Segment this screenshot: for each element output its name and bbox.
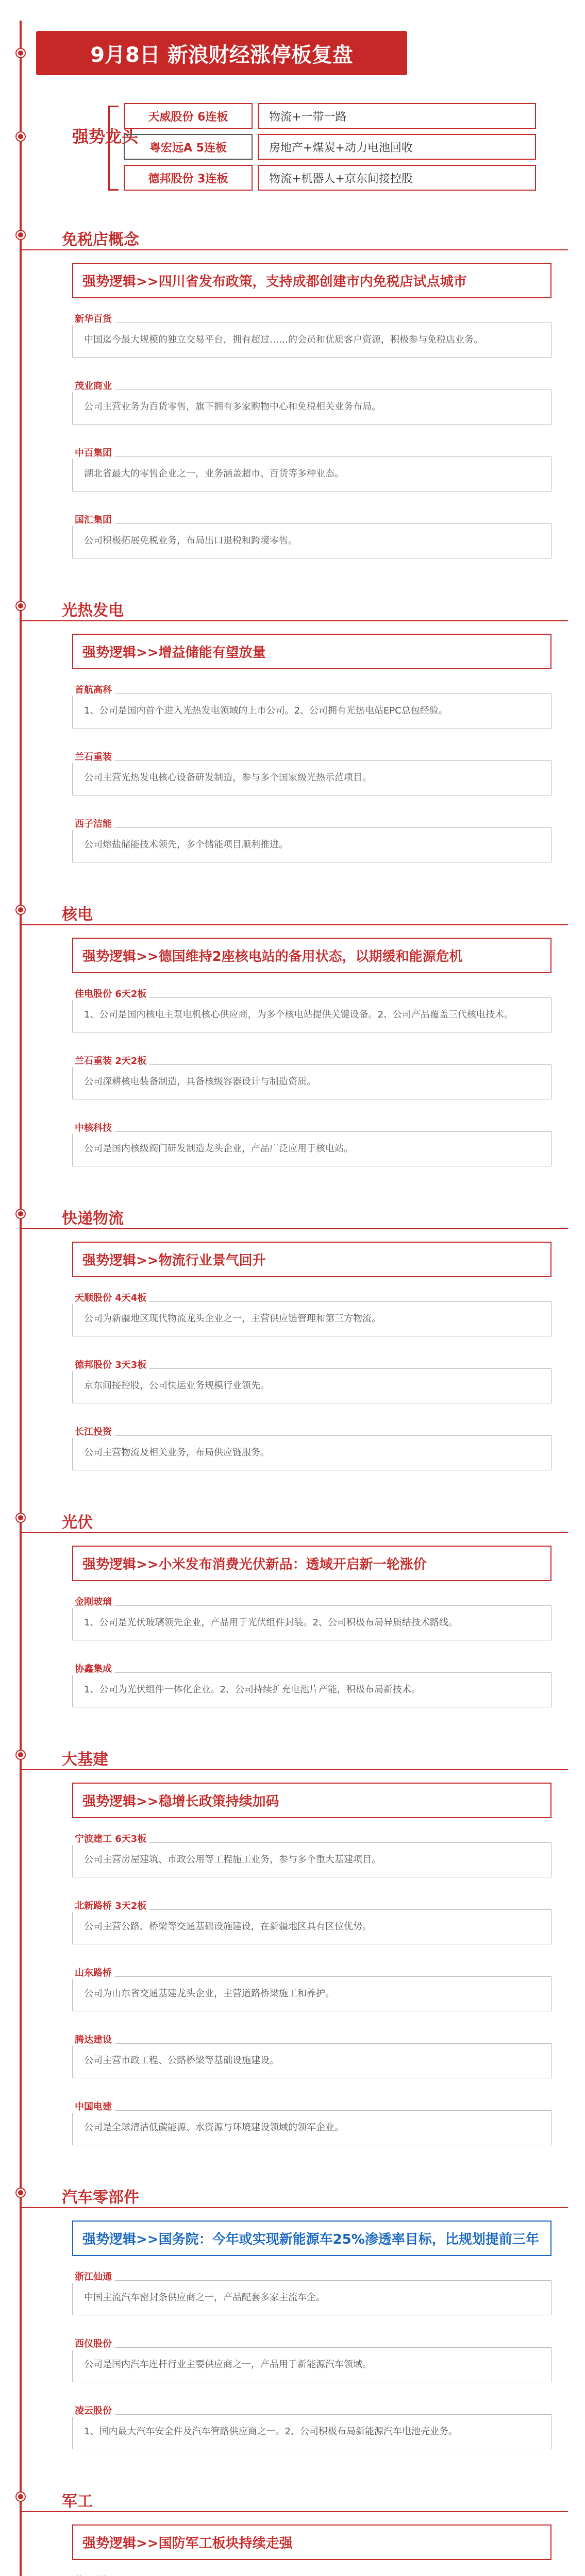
stock-card-label: 佳电股份 6天2板	[72, 987, 149, 1000]
dragon-brace	[108, 106, 119, 191]
dragon-stock-row	[124, 134, 536, 160]
timeline-dot	[16, 602, 25, 610]
stock-card-label: 金刚玻璃	[72, 1595, 115, 1608]
stock-card	[72, 1293, 551, 1336]
stock-card-label: 长江投资	[72, 1425, 115, 1438]
stock-card-text: 1、国内最大汽车安全件及汽车管路供应商之一。2、公司积极布局新能源汽车电池壳业务。	[84, 2426, 458, 2437]
stock-card-label: 中国电建	[72, 2099, 115, 2113]
stock-card-label	[72, 2573, 115, 2576]
stock-card	[72, 1360, 551, 1403]
stock-card	[72, 1427, 551, 1470]
stock-card-text: 公司是全球清洁低碳能源、水资源与环境建设领域的领军企业。	[84, 2122, 344, 2133]
stock-card	[72, 1056, 551, 1099]
section-divider	[22, 1228, 568, 1229]
section-divider	[22, 2207, 568, 2208]
stock-card	[72, 448, 551, 492]
stock-card-text: 中国迄今最大规模的独立交易平台，拥有超过……的会员和优质客户资源，积极参与免税店业务。	[84, 334, 483, 345]
stock-card-label: 北新路桥 3天2板	[72, 1899, 149, 1912]
dragon-label: 强势龙头	[72, 127, 139, 146]
stock-card-label: 中核科技	[72, 1121, 115, 1134]
stock-card-text: 公司主营公路、桥梁等交通基础设施建设，在新疆地区具有区位优势。	[84, 1921, 372, 1932]
stock-card-label: 兰石重装	[72, 750, 115, 763]
page-title-text: 9月8日 新浪财经涨停板复盘	[90, 43, 353, 67]
stock-card-text: 公司为新疆地区现代物流龙头企业之一，主营供应链管理和第三方物流。	[84, 1313, 381, 1324]
page-title	[36, 31, 407, 75]
stock-card-label: 协鑫集成	[72, 1662, 115, 1675]
section-divider	[22, 620, 568, 621]
stock-card	[72, 314, 551, 358]
section-title: 汽车零部件	[62, 2189, 139, 2207]
stock-card	[72, 819, 551, 862]
stock-card	[72, 2338, 551, 2382]
stock-card-text: 中国主流汽车密封条供应商之一，产品配套多家主流车企。	[84, 2292, 325, 2303]
stock-card-label: 天顺股份 4天4板	[72, 1291, 149, 1304]
dragon-stock-list	[124, 103, 536, 196]
dragon-stock-row	[124, 103, 536, 129]
stock-card-text: 公司主营光热发电核心设备研发制造，参与多个国家级光热示范项目。	[84, 772, 372, 783]
section-logic: 强势逻辑>>物流行业景气回升	[72, 1242, 551, 1277]
stock-card-label: 浙江仙通	[72, 2269, 115, 2283]
stock-card-text: 公司主营房屋建筑、市政公用等工程施工业务，参与多个重大基建项目。	[84, 1854, 381, 1865]
stock-card-label: 腾达建设	[72, 2032, 115, 2046]
stock-card-text: 公司是国内汽车连杆行业主要供应商之一，产品用于新能源汽车领域。	[84, 2359, 372, 2370]
stock-card	[72, 1834, 551, 1877]
stock-card	[72, 1968, 551, 2011]
stock-card-text: 公司主营物流及相关业务，布局供应链服务。	[84, 1447, 270, 1458]
stock-card-text: 公司熔盐储能技术领先，多个储能项目顺利推进。	[84, 839, 288, 850]
stock-card-text: 1、公司是国内首个进入光热发电领域的上市公司。2、公司拥有光热电站EPC总包经验。	[84, 705, 448, 716]
stock-card-text: 1、公司为光伏组件一体化企业。2、公司持续扩充电池片产能，积极布局新技术。	[84, 1684, 421, 1695]
stock-card-label: 凌云股份	[72, 2403, 115, 2417]
stock-card-text: 公司为山东省交通基建龙头企业，主营道路桥梁施工和养护。	[84, 1988, 335, 1999]
section-title: 军工	[62, 2493, 93, 2511]
dragon-stock-row	[124, 165, 536, 191]
stock-card	[72, 515, 551, 558]
stock-card	[72, 2272, 551, 2315]
stock-card-text: 公司是国内核级阀门研发制造龙头企业，产品广泛应用于核电站。	[84, 1143, 353, 1154]
stock-card	[72, 2035, 551, 2078]
timeline-dot	[16, 1751, 25, 1759]
stock-card	[72, 1901, 551, 1944]
section-title: 光伏	[62, 1514, 93, 1532]
section-divider	[22, 1769, 568, 1770]
timeline-dot	[16, 1210, 25, 1218]
stock-card-text: 1、公司是国内核电主泵电机核心供应商，为多个核电站提供关键设备。2、公司产品覆盖三代核电技术。	[84, 1009, 513, 1020]
stock-card	[72, 2405, 551, 2449]
stock-card-label: 西仪股份	[72, 2336, 115, 2350]
timeline-dot	[16, 2493, 25, 2501]
stock-card-label: 茂业商业	[72, 379, 115, 392]
stock-card-label: 中百集团	[72, 446, 115, 459]
section-title: 核电	[62, 906, 93, 924]
stock-topic: 物流+机器人+京东间接控股	[258, 165, 536, 191]
section-logic: 强势逻辑>>国务院：今年或实现新能源车25%渗透率目标，比规划提前三年	[72, 2221, 551, 2256]
section-title: 大基建	[62, 1751, 108, 1769]
section-title: 快递物流	[62, 1210, 124, 1228]
timeline-dot	[16, 132, 25, 141]
timeline-dot	[16, 231, 25, 239]
stock-name: 粤宏远A 5连板	[124, 134, 253, 160]
stock-card	[72, 685, 551, 728]
section-divider	[22, 924, 568, 925]
section-title: 光热发电	[62, 602, 124, 620]
section-divider	[22, 1532, 568, 1533]
section-divider	[22, 2511, 568, 2512]
stock-card-label: 兰石重装 2天2板	[72, 1054, 149, 1067]
stock-card-text: 湖北省最大的零售企业之一，业务涵盖超市、百货等多种业态。	[84, 468, 344, 479]
stock-card	[72, 752, 551, 795]
stock-card-label: 德邦股份 3天3板	[72, 1358, 149, 1371]
stock-card	[72, 2102, 551, 2145]
stock-card-text: 公司主营业务为百货零售，旗下拥有多家购物中心和免税相关业务布局。	[84, 401, 381, 412]
stock-card-label: 宁波建工 6天3板	[72, 1832, 149, 1845]
stock-card-label: 首航高科	[72, 683, 115, 696]
section-logic: 强势逻辑>>国防军工板块持续走强	[72, 2524, 551, 2560]
stock-card-label: 国汇集团	[72, 513, 115, 526]
section-divider	[22, 249, 568, 250]
section-logic: 强势逻辑>>德国维持2座核电站的备用状态，以期缓和能源危机	[72, 938, 551, 973]
stock-card	[72, 1123, 551, 1166]
stock-name: 德邦股份 3连板	[124, 165, 253, 191]
timeline-dot	[16, 1514, 25, 1522]
timeline-dot	[16, 49, 25, 57]
section-logic: 强势逻辑>>小米发布消费光伏新品：透域开启新一轮涨价	[72, 1546, 551, 1581]
section-logic: 强势逻辑>>稳增长政策持续加码	[72, 1783, 551, 1818]
stock-card-text: 公司主营市政工程、公路桥梁等基础设施建设。	[84, 2055, 279, 2066]
section-title: 免税店概念	[62, 231, 139, 249]
stock-card-label: 西子洁能	[72, 817, 115, 830]
stock-topic: 房地产+煤炭+动力电池回收	[258, 134, 536, 160]
timeline-dot	[16, 2189, 25, 2197]
stock-name: 天威股份 6连板	[124, 103, 253, 129]
stock-card	[72, 1664, 551, 1707]
stock-card-text: 公司积极拓展免税业务，布局出口退税和跨境零售。	[84, 535, 297, 546]
stock-card	[72, 1597, 551, 1640]
section-logic: 强势逻辑>>增益储能有望放量	[72, 634, 551, 669]
stock-topic: 物流+一带一路	[258, 103, 536, 129]
stock-card-text: 京东间接控股，公司快运业务规模行业领先。	[84, 1380, 270, 1391]
stock-card-text: 公司深耕核电装备制造，具备核级容器设计与制造资质。	[84, 1076, 316, 1087]
timeline-dot	[16, 906, 25, 914]
section-logic: 强势逻辑>>四川省发布政策，支持成都创建市内免税店试点城市	[72, 263, 551, 298]
stock-card-label: 山东路桥	[72, 1965, 115, 1979]
stock-card-label: 新华百货	[72, 312, 115, 325]
stock-card	[72, 989, 551, 1032]
stock-card	[72, 381, 551, 425]
stock-card-text: 1、公司是光伏玻璃领先企业，产品用于光伏组件封装。2、公司积极布局异质结技术路线。	[84, 1617, 458, 1628]
